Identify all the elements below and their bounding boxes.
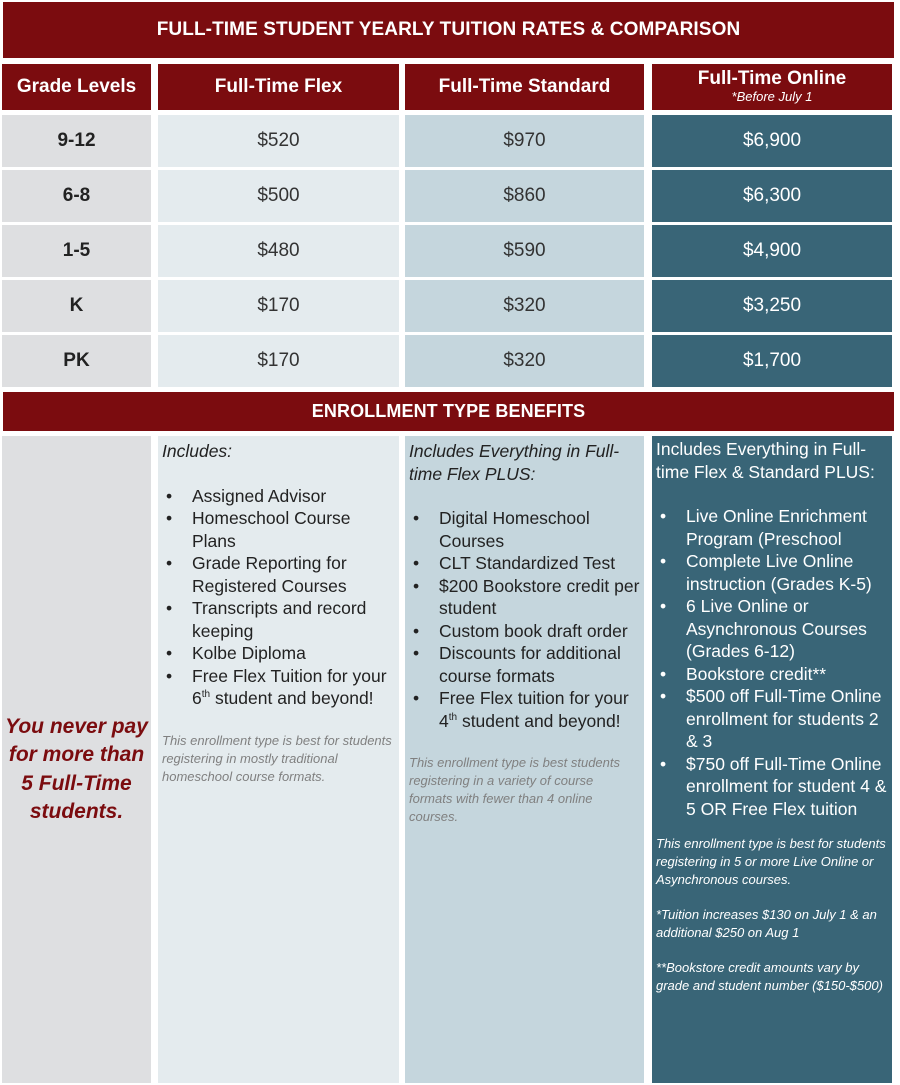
- bookstore-credit-note: **Bookstore credit amounts vary by grade and student number ($150-$500): [656, 960, 883, 993]
- header-online-note: *Before July 1: [731, 89, 813, 105]
- ordinal-suffix: th: [201, 689, 211, 701]
- row-standard-k: $320: [405, 280, 644, 332]
- standard-note: This enrollment type is best students registering in a variety of course formats with fewer than 4 online courses.: [409, 755, 620, 824]
- list-item-text: student and beyond!: [210, 688, 374, 708]
- list-item-text: student and beyond!: [457, 710, 621, 731]
- row-flex-9-12: $520: [158, 115, 399, 167]
- online-benefits-column: [652, 436, 892, 1083]
- list-item: • $500 off Full-Time Online enrollment for students 2 & 3: [656, 685, 888, 753]
- ordinal-suffix: th: [448, 711, 458, 723]
- list-item: • Kolbe Diploma: [162, 642, 395, 665]
- row-online-6-8: $6,300: [652, 170, 892, 222]
- list-item: • Grade Reporting for Registered Courses: [162, 552, 395, 597]
- list-item: • CLT Standardized Test: [409, 552, 640, 575]
- header-online: [652, 64, 892, 110]
- standard-benefits-column: [405, 436, 644, 1083]
- tuition-increase-note: *Tuition increases $130 on July 1 & an additional $250 on Aug 1: [656, 907, 877, 940]
- list-item: • Live Online Enrichment Program (Preschool: [656, 505, 888, 550]
- list-item: • Assigned Advisor: [162, 485, 395, 508]
- header-flex: [158, 64, 399, 110]
- row-grade-k: K: [2, 280, 151, 332]
- header-flex-label: Full-Time Flex: [214, 75, 343, 97]
- list-item-text: Free Flex tuition for your 4: [439, 688, 629, 731]
- row-flex-k: $170: [158, 280, 399, 332]
- flex-benefits-list: [162, 485, 395, 710]
- row-grade-1-5: 1-5: [2, 225, 151, 277]
- header-standard-label: Full-Time Standard: [438, 75, 611, 97]
- list-item: • 6 Live Online or Asynchronous Courses (Grades 6-12): [656, 595, 888, 663]
- row-standard-9-12: $970: [405, 115, 644, 167]
- header-grade-label: Grade Levels: [16, 75, 137, 97]
- list-item: • Digital Homeschool Courses: [409, 507, 640, 552]
- list-item: • $750 off Full-Time Online enrollment for student 4 & 5 OR Free Flex tuition: [656, 753, 888, 821]
- page-title: FULL-TIME STUDENT YEARLY TUITION RATES & COMPARISON: [3, 2, 894, 58]
- list-item: • Bookstore credit**: [656, 663, 888, 686]
- list-item: • Discounts for additional course formats: [409, 642, 640, 687]
- row-flex-6-8: $500: [158, 170, 399, 222]
- never-pay-column: [2, 436, 151, 1083]
- online-note: This enrollment type is best for students registering in 5 or more Live Online or Asynchronous courses.: [656, 836, 886, 887]
- row-grade-pk: PK: [2, 335, 151, 387]
- list-item: • $200 Bookstore credit per student: [409, 575, 640, 620]
- list-item: • Homeschool Course Plans: [162, 507, 395, 552]
- flex-benefits-column: [158, 436, 399, 1083]
- benefits-title: ENROLLMENT TYPE BENEFITS: [3, 392, 894, 431]
- online-benefits-list: [656, 505, 888, 820]
- list-item: • Complete Live Online instruction (Grades K-5): [656, 550, 888, 595]
- standard-benefits-list: [409, 507, 640, 732]
- online-intro: Includes Everything in Full-time Flex & Standard PLUS:: [656, 439, 875, 482]
- row-flex-1-5: $480: [158, 225, 399, 277]
- row-online-1-5: $4,900: [652, 225, 892, 277]
- header-online-label: Full-Time Online: [697, 68, 847, 90]
- standard-intro: Includes Everything in Full-time Flex PLUS:: [409, 441, 620, 484]
- header-grade-levels: [2, 64, 151, 110]
- row-standard-6-8: $860: [405, 170, 644, 222]
- flex-note: This enrollment type is best for students registering in mostly traditional homeschool course formats.: [162, 732, 392, 784]
- flex-intro: Includes:: [162, 441, 233, 461]
- list-item: [409, 687, 640, 732]
- row-online-k: $3,250: [652, 280, 892, 332]
- list-item: • Transcripts and record keeping: [162, 597, 395, 642]
- row-grade-9-12: 9-12: [2, 115, 151, 167]
- row-grade-6-8: 6-8: [2, 170, 151, 222]
- row-online-pk: $1,700: [652, 335, 892, 387]
- list-item: • Custom book draft order: [409, 620, 640, 643]
- never-pay-text: You never pay for more than 5 Full-Time students.: [5, 714, 148, 823]
- row-standard-1-5: $590: [405, 225, 644, 277]
- row-online-9-12: $6,900: [652, 115, 892, 167]
- list-item: [162, 665, 395, 710]
- header-standard: [405, 64, 644, 110]
- row-flex-pk: $170: [158, 335, 399, 387]
- list-item-text: Free Flex Tuition for your 6: [192, 665, 387, 708]
- row-standard-pk: $320: [405, 335, 644, 387]
